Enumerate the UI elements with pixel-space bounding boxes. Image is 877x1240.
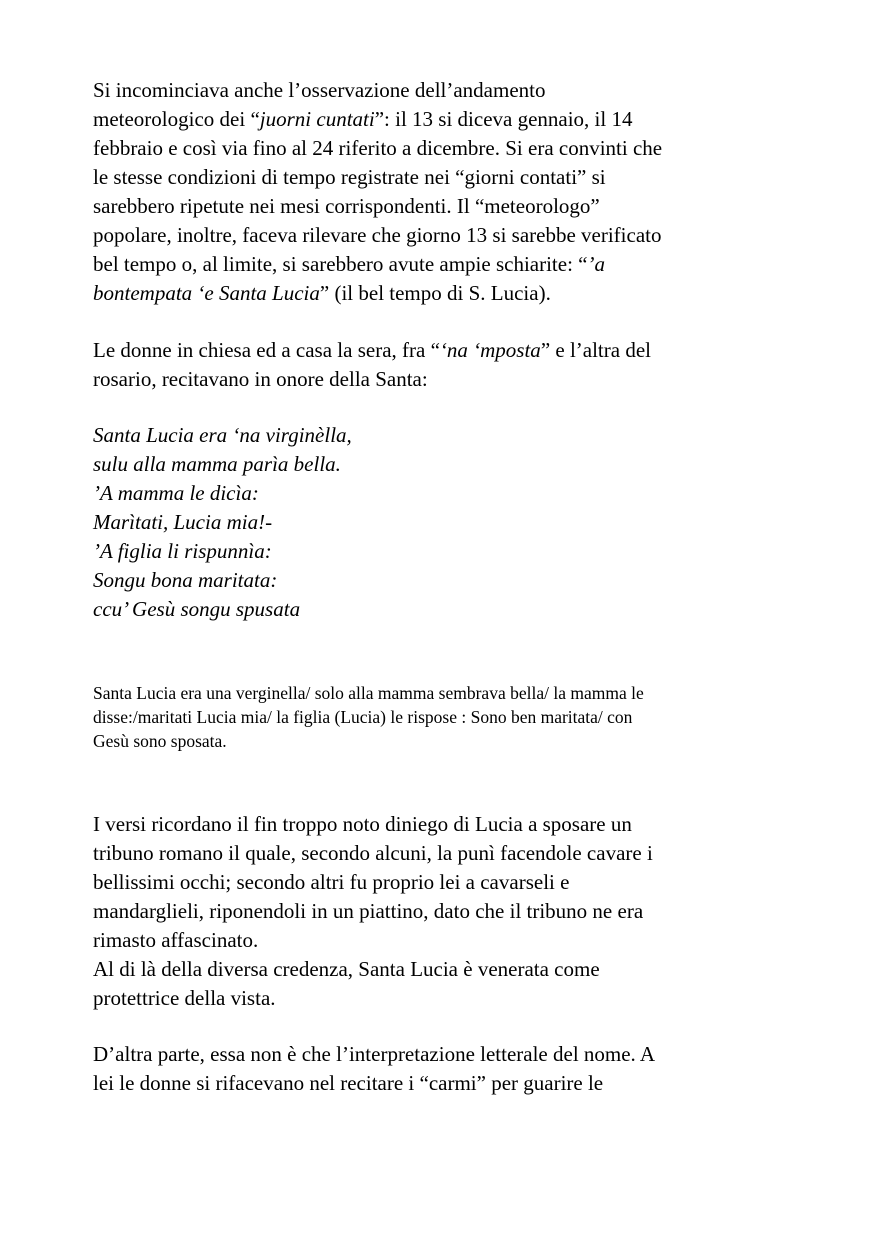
text-segment: ”: il 13 si diceva gennaio, il 14 [374, 107, 633, 131]
text-segment: ” e l’altra del [540, 338, 651, 362]
text-line [93, 134, 793, 163]
text-line [93, 839, 793, 868]
paragraph-rosary-intro [93, 336, 793, 394]
paragraph-name-meaning [93, 1040, 793, 1098]
text-segment: ” (il bel tempo di S. Lucia). [319, 281, 551, 305]
text-line [93, 221, 793, 250]
text-segment: meteorologico dei “ [93, 107, 260, 131]
text-line [93, 955, 793, 984]
text-segment: bellissimi occhi; secondo altri fu proprio lei a cavarseli e [93, 870, 570, 894]
text-segment: popolare, inoltre, faceva rilevare che giorno 13 si sarebbe verificato [93, 223, 662, 247]
paragraph-weather-observation [93, 76, 793, 308]
text-line [93, 365, 793, 394]
italic-text-segment: ’A figlia li rispunnìa: [93, 539, 272, 563]
italic-text-segment: ’A mamma le dicìa: [93, 481, 259, 505]
text-segment: tribuno romano il quale, secondo alcuni, la punì facendole cavare i [93, 841, 653, 865]
text-line [93, 868, 793, 897]
text-segment: Santa Lucia era una verginella/ solo alla mamma sembrava bella/ la mamma le [93, 683, 644, 703]
text-segment: mandarglieli, riponendoli in un piattino, dato che il tribuno ne era [93, 899, 644, 923]
text-line [93, 810, 793, 839]
paragraph-lucia-legend [93, 810, 793, 1013]
text-line [93, 566, 793, 595]
text-segment: sarebbero ripetute nei mesi corrispondenti. Il “meteorologo” [93, 194, 600, 218]
text-line [93, 105, 793, 134]
italic-text-segment: sulu alla mamma parìa bella. [93, 452, 341, 476]
text-line [93, 76, 793, 105]
text-segment: rimasto affascinato. [93, 928, 259, 952]
text-line [93, 1040, 793, 1069]
text-line [93, 336, 793, 365]
text-line [93, 537, 793, 566]
text-line [93, 192, 793, 221]
text-segment: Le donne in chiesa ed a casa la sera, fra “ [93, 338, 440, 362]
text-segment: D’altra parte, essa non è che l’interpretazione letterale del nome. A [93, 1042, 656, 1066]
text-line [93, 450, 793, 479]
text-line [93, 897, 793, 926]
italic-text-segment: bontempata ‘e Santa Lucia [93, 281, 320, 305]
text-line [93, 595, 793, 624]
italic-text-segment: Songu bona maritata: [93, 568, 278, 592]
italic-text-segment: ‘na ‘mposta [439, 338, 541, 362]
text-segment: disse:/maritati Lucia mia/ la figlia (Lucia) le rispose : Sono ben maritata/ con [93, 707, 633, 727]
text-line [93, 984, 793, 1013]
italic-text-segment: ccu’ Gesù songu spusata [93, 597, 301, 621]
text-line [93, 508, 793, 537]
text-line [93, 250, 793, 279]
text-content [93, 76, 793, 1098]
text-segment: lei le donne si rifacevano nel recitare i “carmi” per guarire le [93, 1071, 604, 1095]
text-line [93, 705, 793, 729]
text-segment: Al di là della diversa credenza, Santa Lucia è venerata come [93, 957, 600, 981]
text-segment: Gesù sono sposata. [93, 731, 227, 751]
text-line [93, 279, 793, 308]
text-line [93, 681, 793, 705]
dialect-poem [93, 421, 793, 624]
italic-text-segment: Santa Lucia era ‘na virginèlla, [93, 423, 352, 447]
poem-translation [93, 681, 793, 753]
text-line [93, 1069, 793, 1098]
text-line [93, 421, 793, 450]
text-segment: Si incominciava anche l’osservazione dell’andamento [93, 78, 546, 102]
text-segment: rosario, recitavano in onore della Santa: [93, 367, 428, 391]
text-segment: febbraio e così via fino al 24 riferito a dicembre. Si era convinti che [93, 136, 663, 160]
text-line [93, 729, 793, 753]
italic-text-segment: juorni cuntati [259, 107, 375, 131]
text-line [93, 926, 793, 955]
text-segment: bel tempo o, al limite, si sarebbero avute ampie schiarite: “ [93, 252, 588, 276]
italic-text-segment: ’a [587, 252, 605, 276]
text-segment: le stesse condizioni di tempo registrate nei “giorni contati” si [93, 165, 606, 189]
text-segment: I versi ricordano il fin troppo noto diniego di Lucia a sposare un [93, 812, 632, 836]
text-line [93, 479, 793, 508]
italic-text-segment: Marìtati, Lucia mia!- [93, 510, 273, 534]
text-line [93, 163, 793, 192]
text-segment: protettrice della vista. [93, 986, 276, 1010]
